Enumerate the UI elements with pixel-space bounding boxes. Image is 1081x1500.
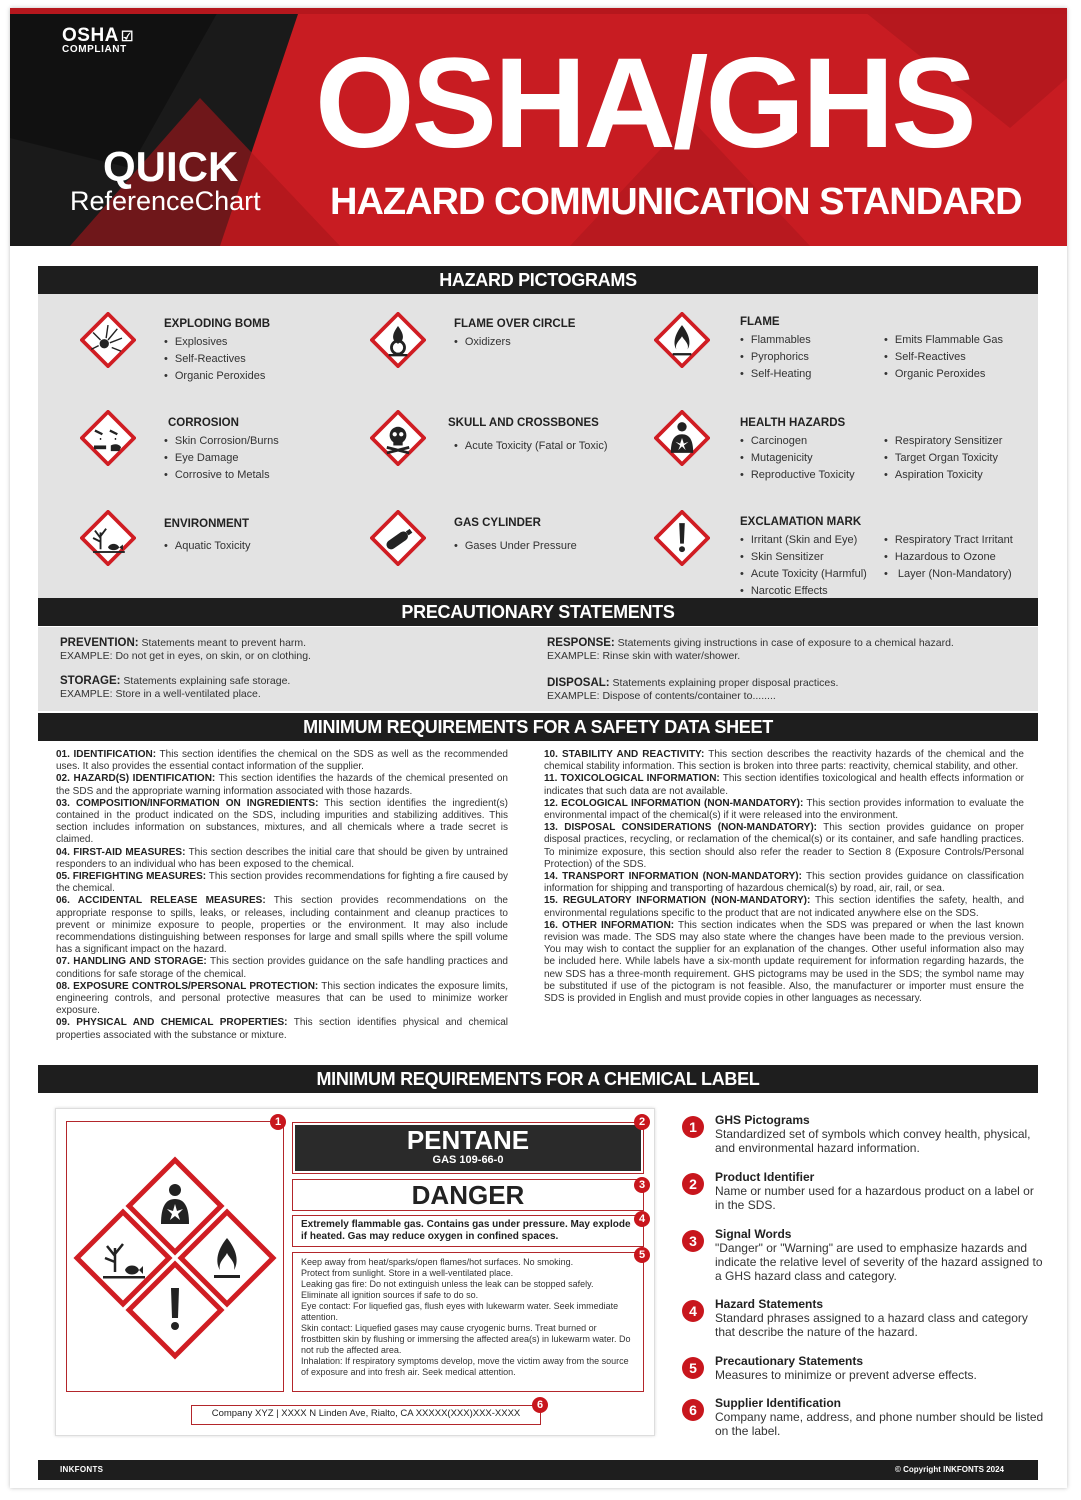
list-item: • Acute Toxicity (Harmful): [740, 566, 867, 583]
skull-crossbones-icon: [370, 410, 426, 466]
sds-item: 03. COMPOSITION/INFORMATION ON INGREDIENTS: This section identifies the ingredient(s) contained in the product indicated on the SDS, including impurities and stabilizing additives. This section includes information on substances, mixtures, and all chemicals where a trade secret is claimed.: [56, 797, 508, 846]
label-pictograms: [67, 1122, 282, 1390]
disposal-text: Statements explaining proper disposal practices.: [609, 677, 839, 689]
flame-over-circle-icon: [370, 312, 426, 368]
disposal-statement: [547, 677, 1027, 703]
precautionary-panel: [38, 627, 1038, 711]
pictogram-items-2: [884, 332, 1003, 383]
list-item: • Emits Flammable Gas: [884, 332, 1003, 349]
quick-label: QUICK: [103, 143, 239, 190]
callout-number-5: 5: [634, 1247, 650, 1263]
legend-description: Standard phrases assigned to a hazard class and category that describe the nature of the hazard.: [715, 1311, 1028, 1339]
list-item: • Oxidizers: [454, 334, 511, 351]
legend-title: Signal Words: [715, 1227, 792, 1241]
pictogram-items: [454, 438, 608, 455]
product-identifier: [295, 1125, 641, 1171]
list-item: • Organic Peroxides: [164, 368, 265, 385]
list-item: • Layer (Non-Mandatory): [884, 566, 1013, 583]
precaution-line: Keep away from heat/sparks/open flames/hot surfaces. No smoking.: [301, 1257, 574, 1267]
osha-compliant-logo: [62, 26, 134, 55]
sds-item: 16. OTHER INFORMATION: This section indicates when the SDS was prepared or when the last known revision was made. The SDS may also state where the changes have been made to the previous version. You may wish to contact the supplier for an explanation of the changes. Other useful information also may be included here. While labels have a six-month update requirement for information regarding hazards, the new SDS has a three-month requirement. GHS pictograms may be used in the SDS; the symbol name may be substituted if use of the pictogram is not feasible. Also, the manufacturer or importer must ensure the SDS is provided in English and must provide copies in other languages as necessary.: [544, 919, 1024, 1005]
sds-item: 12. ECOLOGICAL INFORMATION (NON-MANDATORY): This section provides information to evaluate the environmental impact of the chemical(s) if it were released into the environment.: [544, 797, 1024, 822]
header-banner: [10, 8, 1067, 246]
legend-number: 6: [682, 1399, 704, 1421]
pictogram-name: FLAME OVER CIRCLE: [454, 318, 576, 330]
list-item: • Self-Heating: [740, 366, 811, 383]
callout-number-3: 3: [634, 1177, 650, 1193]
callout-number-4: 4: [634, 1211, 650, 1227]
list-item: • Pyrophorics: [740, 349, 811, 366]
list-item: • Acute Toxicity (Fatal or Toxic): [454, 438, 608, 455]
pictogram-name: SKULL AND CROSSBONES: [448, 417, 599, 429]
legend-number: 1: [682, 1116, 704, 1138]
list-item: • Corrosive to Metals: [164, 467, 279, 484]
exploding-bomb-icon: [80, 312, 136, 368]
callout-number-2: 2: [634, 1114, 650, 1130]
legend-description: Company name, address, and phone number should be listed on the label.: [715, 1410, 1044, 1438]
section-hazard-pictograms: HAZARD PICTOGRAMS: [38, 266, 1038, 294]
sds-item: 02. HAZARD(S) IDENTIFICATION: This section identifies the hazards of the chemical presented on the SDS and the appropriate warning information associated with those hazards.: [56, 773, 508, 797]
footer: [38, 1460, 1038, 1480]
check-icon: ☑: [120, 27, 134, 44]
precaution-line: Eye contact: For liquefied gas, flush eyes with lukewarm water. Seek immediate attention.: [301, 1301, 619, 1322]
product-name: PENTANE: [406, 1125, 530, 1155]
pictograms-panel: [38, 294, 1038, 598]
legend-title: Supplier Identification: [715, 1396, 842, 1410]
legend-number: 4: [682, 1300, 704, 1322]
storage-label: STORAGE:: [60, 675, 121, 687]
sds-item: 05. FIREFIGHTING MEASURES: This section provides recommendations for fighting a fire caused by the chemical.: [56, 871, 509, 895]
pictogram-items: [740, 332, 811, 383]
list-item: • Self-Reactives: [884, 349, 1003, 366]
list-item: • Explosives: [164, 334, 265, 351]
label-pictograms-box: [66, 1121, 284, 1392]
sds-item: 07. HANDLING AND STORAGE: This section provides guidance on the safe handling practices and conditions for safe storage of the chemical.: [56, 956, 508, 980]
precaution-line: Inhalation: If respiratory symptoms develop, move the victim away from the source of exposure and into fresh air. Seek medical attention.: [301, 1356, 629, 1377]
section-precautionary-statements: PRECAUTIONARY STATEMENTS: [38, 598, 1038, 626]
sds-item: 01. IDENTIFICATION: This section identifies the chemical on the SDS as well as the recommended uses. It also provides the essential contact information of the supplier.: [56, 749, 508, 773]
pictogram-items-2: [884, 433, 1002, 484]
sds-left-column: [56, 749, 508, 1042]
section-safety-data-sheet: MINIMUM REQUIREMENTS FOR A SAFETY DATA SHEET: [38, 713, 1038, 741]
corrosion-icon: [80, 410, 136, 466]
footer-copyright-text: Copyright INKFONTS 2024: [903, 1465, 1004, 1474]
response-statement: [547, 637, 1027, 663]
legend-number: 2: [682, 1173, 704, 1195]
pictogram-name: GAS CYLINDER: [454, 517, 541, 529]
list-item: • Skin Corrosion/Burns: [164, 433, 279, 450]
environment-icon: [80, 510, 136, 566]
page-subtitle: HAZARD COMMUNICATION STANDARD: [330, 181, 1022, 223]
footer-brand: INKFONTS: [60, 1465, 104, 1474]
pictogram-name: EXPLODING BOMB: [164, 318, 271, 330]
pictogram-name: CORROSION: [168, 417, 239, 429]
pictogram-items: [454, 334, 511, 351]
list-item: • Self-Reactives: [164, 351, 265, 368]
pictogram-name: FLAME: [740, 316, 780, 328]
footer-copyright: [895, 1465, 1004, 1474]
sds-item: 09. PHYSICAL AND CHEMICAL PROPERTIES: This section identifies physical and chemical properties associated with the substance or mixture.: [56, 1017, 508, 1041]
reference-chart-label: ReferenceChart: [70, 186, 261, 216]
list-item: • Organic Peroxides: [884, 366, 1003, 383]
list-item: • Aquatic Toxicity: [164, 538, 250, 555]
sds-item: 11. TOXICOLOGICAL INFORMATION: This section identifies toxicological and health effects information or indicates that such data are not available.: [544, 773, 1024, 797]
copyright-icon: ©: [894, 1465, 901, 1474]
storage-text: Statements explaining safe storage.: [120, 675, 291, 687]
product-cas-number: GAS 109-66-0: [432, 1154, 504, 1166]
list-item: • Gases Under Pressure: [454, 538, 577, 555]
response-example: EXAMPLE: Rinse skin with water/shower.: [547, 650, 741, 662]
list-item: • Eye Damage: [164, 450, 279, 467]
brand-osha: OSHA: [62, 25, 119, 46]
flame-icon: [654, 312, 710, 368]
prevention-example: EXAMPLE: Do not get in eyes, on skin, or on clothing.: [60, 650, 311, 662]
precaution-line: Eliminate all ignition sources if safe to do so.: [301, 1290, 479, 1300]
sds-item: 04. FIRST-AID MEASURES: This section describes the initial care that should be given by untrained responders to an individual who has been exposed to the chemical.: [56, 846, 508, 870]
poster: [10, 8, 1067, 1488]
chemical-label-example: [55, 1108, 655, 1436]
prevention-label: PREVENTION:: [60, 637, 139, 649]
exclamation-mark-icon: [654, 510, 710, 566]
pictogram-items: [454, 538, 577, 555]
pictogram-items-2: [884, 532, 1013, 583]
page-title: OSHA/GHS: [315, 32, 974, 175]
health-hazard-icon: [654, 410, 710, 466]
list-item: • Flammables: [740, 332, 811, 349]
pictogram-items: [740, 532, 867, 600]
sds-right-column: [544, 749, 1024, 1005]
disposal-label: DISPOSAL:: [547, 677, 610, 689]
list-item: • Hazardous to Ozone: [884, 549, 1013, 566]
supplier-identification: Company XYZ | XXXX N Linden Ave, Rialto, CA XXXXX(XXX)XXX-XXXX: [191, 1405, 541, 1425]
section-chemical-label: MINIMUM REQUIREMENTS FOR A CHEMICAL LABEL: [38, 1065, 1038, 1093]
precaution-line: Skin contact: Liquefied gases may cause cryogenic burns. Treat burned or frostbitten skin by flushing or immersing the affected area(s) in lukewarm water. Do not rub the affected area.: [301, 1323, 631, 1355]
pictogram-items: [164, 433, 279, 484]
precaution-line: Leaking gas fire: Do not extinguish unless the leak can be stopped safely.: [301, 1279, 594, 1289]
list-item: • Respiratory Tract Irritant: [884, 532, 1013, 549]
list-item: • Respiratory Sensitizer: [884, 433, 1002, 450]
legend-title: Product Identifier: [715, 1170, 815, 1184]
storage-example: EXAMPLE: Store in a well-ventilated place.: [60, 688, 261, 700]
legend-number: 5: [682, 1357, 704, 1379]
list-item: • Aspiration Toxicity: [884, 467, 1002, 484]
sds-item: 14. TRANSPORT INFORMATION (NON-MANDATORY): This section provides guidance on classification information for shipping and transporting of hazardous chemical(s) by road, air, rail, or sea.: [544, 871, 1024, 895]
prevention-text: Statements meant to prevent harm.: [138, 637, 307, 649]
callout-number-1: 1: [270, 1114, 286, 1130]
list-item: • Skin Sensitizer: [740, 549, 867, 566]
pictogram-items: [164, 538, 250, 555]
pictogram-name: ENVIRONMENT: [164, 518, 249, 530]
sds-item: 10. STABILITY AND REACTIVITY: This section describes the reactivity hazards of the chemical and the chemical stability information. This section is broken into three parts: reactivity, chemical stability, and other.: [544, 749, 1024, 773]
legend-description: "Danger" or "Warning" are used to emphasize hazards and indicate the relative level of severity of the hazard assigned to a GHS hazard class and category.: [715, 1241, 1043, 1283]
legend-title: Precautionary Statements: [715, 1354, 864, 1368]
list-item: • Mutagenicity: [740, 450, 855, 467]
callout-number-6: 6: [532, 1397, 548, 1413]
prevention-statement: [60, 637, 520, 663]
storage-statement: [60, 675, 520, 701]
hazard-statement: Extremely flammable gas. Contains gas under pressure. May explode if heated. Gas may reduce oxygen in confined spaces.: [292, 1215, 644, 1247]
precautionary-statements-box: [292, 1252, 644, 1392]
pictogram-name: HEALTH HAZARDS: [740, 417, 846, 429]
legend-description: Standardized set of symbols which convey health, physical, and environmental hazard information.: [715, 1127, 1031, 1155]
response-text: Statements giving instructions in case of exposure to a chemical hazard.: [614, 637, 954, 649]
list-item: • Narcotic Effects: [740, 583, 867, 600]
list-item: • Target Organ Toxicity: [884, 450, 1002, 467]
pictogram-items: [740, 433, 855, 484]
list-item: • Carcinogen: [740, 433, 855, 450]
pictogram-name: EXCLAMATION MARK: [740, 516, 862, 528]
precaution-line: Protect from sunlight. Store in a well-ventilated place.: [301, 1268, 514, 1278]
legend-description: Measures to minimize or prevent adverse effects.: [715, 1368, 977, 1382]
disposal-example: EXAMPLE: Dispose of contents/container to........: [547, 690, 776, 702]
legend-title: GHS Pictograms: [715, 1113, 810, 1127]
pictogram-items: [164, 334, 265, 385]
legend-number: 3: [682, 1230, 704, 1252]
response-label: RESPONSE:: [547, 637, 615, 649]
brand-compliant: COMPLIANT: [62, 44, 127, 55]
sds-item: 13. DISPOSAL CONSIDERATIONS (NON-MANDATORY): This section provides guidance on proper disposal practices, recycling, or reclamation of the chemical(s) or its container, and safe handling practices. To minimize exposure, this section should also refer the reader to Section 8 (Exposure Controls/Personal Protection) of the SDS.: [544, 822, 1024, 870]
legend-title: Hazard Statements: [715, 1297, 824, 1311]
legend-description: Name or number used for a hazardous product on a label or in the SDS.: [715, 1184, 1034, 1212]
sds-item: 06. ACCIDENTAL RELEASE MEASURES: This section provides recommendations on the appropriate response to spills, leaks, or releases, including containment and cleanup practices to prevent or minimize exposure to people, properties or the environment. It may also include recommendations distinguishing between responses for large and small spills where the spill volume has a significant impact on the hazard.: [56, 895, 508, 956]
gas-cylinder-icon: [370, 510, 426, 566]
signal-word: DANGER: [292, 1179, 644, 1211]
sds-item: 15. REGULATORY INFORMATION (NON-MANDATORY): This section identifies the safety, health, and environmental regulations specific to the product that are not indicated anywhere else on the SDS.: [544, 895, 1025, 919]
list-item: • Irritant (Skin and Eye): [740, 532, 867, 549]
list-item: • Reproductive Toxicity: [740, 467, 855, 484]
sds-item: 08. EXPOSURE CONTROLS/PERSONAL PROTECTION: This section indicates the exposure limits, engineering controls, and personal protective measures that can be used to minimize worker exposure.: [56, 980, 508, 1017]
